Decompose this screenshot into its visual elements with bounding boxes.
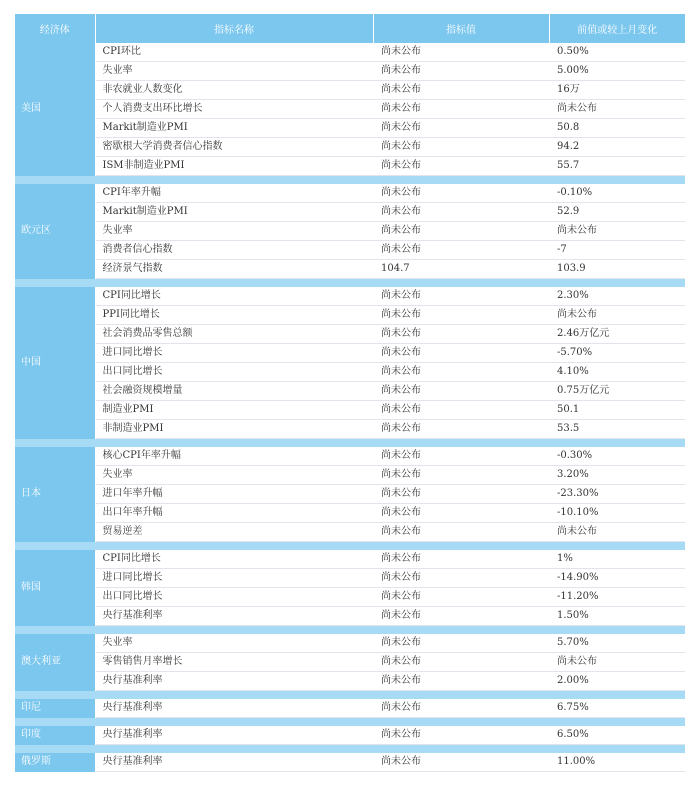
economy-cell: 澳大利亚: [15, 634, 95, 691]
table-row: [15, 138, 685, 157]
previous-change-cell: -7: [549, 241, 685, 260]
previous-change-cell: 103.9: [549, 260, 685, 279]
indicator-name-cell: 社会融资规模增量: [95, 382, 373, 401]
group-divider: [15, 542, 685, 551]
previous-change-cell: 6.75%: [549, 699, 685, 718]
header-previous-change: 前值或较上月变化: [549, 14, 685, 43]
table-row: [15, 523, 685, 542]
indicator-name-cell: 密歇根大学消费者信心指数: [95, 138, 373, 157]
economy-cell: 印度: [15, 726, 95, 745]
previous-change-cell: 2.46万亿元: [549, 325, 685, 344]
indicator-value-cell: 尚未公布: [373, 485, 549, 504]
previous-change-cell: -0.10%: [549, 184, 685, 203]
indicator-name-cell: 失业率: [95, 62, 373, 81]
table-row: [15, 287, 685, 306]
previous-change-cell: -11.20%: [549, 588, 685, 607]
group-divider: [15, 626, 685, 635]
indicator-value-cell: 尚未公布: [373, 523, 549, 542]
indicator-value-cell: 尚未公布: [373, 344, 549, 363]
previous-change-cell: -23.30%: [549, 485, 685, 504]
indicator-name-cell: 出口年率升幅: [95, 504, 373, 523]
previous-change-cell: 94.2: [549, 138, 685, 157]
table-body: [15, 43, 685, 772]
indicator-value-cell: 尚未公布: [373, 138, 549, 157]
table-row: [15, 184, 685, 203]
table-row: [15, 382, 685, 401]
indicator-value-cell: 尚未公布: [373, 203, 549, 222]
previous-change-cell: 2.30%: [549, 287, 685, 306]
previous-change-cell: 55.7: [549, 157, 685, 176]
header-economy: 经济体: [15, 14, 95, 43]
previous-change-cell: 尚未公布: [549, 222, 685, 241]
indicator-name-cell: 社会消费品零售总额: [95, 325, 373, 344]
table-row: [15, 401, 685, 420]
table-row: [15, 607, 685, 626]
indicator-value-cell: 尚未公布: [373, 43, 549, 62]
indicator-name-cell: 经济景气指数: [95, 260, 373, 279]
indicator-value-cell: 尚未公布: [373, 466, 549, 485]
group-divider-cell: [15, 279, 685, 288]
indicator-name-cell: 央行基准利率: [95, 726, 373, 745]
table-row: [15, 222, 685, 241]
table-row: [15, 241, 685, 260]
indicator-name-cell: 出口同比增长: [95, 363, 373, 382]
table-row: [15, 157, 685, 176]
previous-change-cell: 52.9: [549, 203, 685, 222]
previous-change-cell: 4.10%: [549, 363, 685, 382]
indicator-value-cell: 尚未公布: [373, 726, 549, 745]
indicator-name-cell: 央行基准利率: [95, 672, 373, 691]
group-divider: [15, 439, 685, 448]
previous-change-cell: 5.00%: [549, 62, 685, 81]
table-row: [15, 550, 685, 569]
table-row: [15, 363, 685, 382]
indicator-value-cell: 尚未公布: [373, 184, 549, 203]
previous-change-cell: 50.8: [549, 119, 685, 138]
table-row: [15, 119, 685, 138]
table-row: [15, 100, 685, 119]
indicator-name-cell: Markit制造业PMI: [95, 203, 373, 222]
indicator-value-cell: 尚未公布: [373, 81, 549, 100]
indicator-value-cell: 尚未公布: [373, 157, 549, 176]
group-divider-cell: [15, 542, 685, 551]
table-row: [15, 203, 685, 222]
previous-change-cell: 尚未公布: [549, 653, 685, 672]
header-row: [15, 14, 685, 43]
indicator-value-cell: 尚未公布: [373, 241, 549, 260]
previous-change-cell: -10.10%: [549, 504, 685, 523]
indicator-value-cell: 尚未公布: [373, 363, 549, 382]
indicator-name-cell: 个人消费支出环比增长: [95, 100, 373, 119]
economy-cell: 印尼: [15, 699, 95, 718]
indicator-name-cell: 失业率: [95, 222, 373, 241]
group-divider-cell: [15, 439, 685, 448]
previous-change-cell: -0.30%: [549, 447, 685, 466]
indicator-value-cell: 尚未公布: [373, 62, 549, 81]
group-divider-cell: [15, 745, 685, 754]
table-row: [15, 325, 685, 344]
indicator-name-cell: CPI同比增长: [95, 550, 373, 569]
previous-change-cell: 尚未公布: [549, 306, 685, 325]
indicator-value-cell: 尚未公布: [373, 447, 549, 466]
table-row: [15, 344, 685, 363]
table-row: [15, 447, 685, 466]
indicator-name-cell: 制造业PMI: [95, 401, 373, 420]
indicator-name-cell: 非农就业人数变化: [95, 81, 373, 100]
group-divider-cell: [15, 691, 685, 700]
indicator-value-cell: 尚未公布: [373, 634, 549, 653]
economy-cell: 日本: [15, 447, 95, 542]
previous-change-cell: 3.20%: [549, 466, 685, 485]
table-row: [15, 43, 685, 62]
previous-change-cell: 6.50%: [549, 726, 685, 745]
table-row: [15, 699, 685, 718]
indicator-value-cell: 尚未公布: [373, 420, 549, 439]
indicator-value-cell: 尚未公布: [373, 653, 549, 672]
previous-change-cell: 0.50%: [549, 43, 685, 62]
economy-cell: 美国: [15, 43, 95, 176]
indicator-value-cell: 104.7: [373, 260, 549, 279]
header-indicator-name: 指标名称: [95, 14, 373, 43]
indicator-name-cell: 进口年率升幅: [95, 485, 373, 504]
table-row: [15, 466, 685, 485]
indicator-name-cell: ISM非制造业PMI: [95, 157, 373, 176]
indicator-name-cell: Markit制造业PMI: [95, 119, 373, 138]
previous-change-cell: -14.90%: [549, 569, 685, 588]
indicator-value-cell: 尚未公布: [373, 569, 549, 588]
indicator-name-cell: 消费者信心指数: [95, 241, 373, 260]
table-row: [15, 753, 685, 772]
table-row: [15, 588, 685, 607]
table-row: [15, 569, 685, 588]
previous-change-cell: 53.5: [549, 420, 685, 439]
group-divider: [15, 691, 685, 700]
previous-change-cell: 0.75万亿元: [549, 382, 685, 401]
indicator-name-cell: 贸易逆差: [95, 523, 373, 542]
indicator-value-cell: 尚未公布: [373, 607, 549, 626]
table-row: [15, 81, 685, 100]
economy-cell: 俄罗斯: [15, 753, 95, 772]
indicator-value-cell: 尚未公布: [373, 672, 549, 691]
indicator-name-cell: 进口同比增长: [95, 569, 373, 588]
table-row: [15, 420, 685, 439]
indicator-name-cell: 央行基准利率: [95, 753, 373, 772]
indicator-name-cell: 出口同比增长: [95, 588, 373, 607]
indicator-value-cell: 尚未公布: [373, 588, 549, 607]
group-divider-cell: [15, 718, 685, 727]
previous-change-cell: 2.00%: [549, 672, 685, 691]
table-row: [15, 62, 685, 81]
indicator-name-cell: PPI同比增长: [95, 306, 373, 325]
previous-change-cell: 1%: [549, 550, 685, 569]
economy-cell: 欧元区: [15, 184, 95, 279]
indicator-value-cell: 尚未公布: [373, 753, 549, 772]
header-indicator-value: 指标值: [373, 14, 549, 43]
indicator-name-cell: CPI年率升幅: [95, 184, 373, 203]
previous-change-cell: 5.70%: [549, 634, 685, 653]
table-row: [15, 306, 685, 325]
indicator-value-cell: 尚未公布: [373, 401, 549, 420]
table-row: [15, 260, 685, 279]
indicator-name-cell: CPI环比: [95, 43, 373, 62]
previous-change-cell: 尚未公布: [549, 100, 685, 119]
economy-cell: 韩国: [15, 550, 95, 626]
indicator-value-cell: 尚未公布: [373, 325, 549, 344]
indicator-name-cell: 失业率: [95, 466, 373, 485]
table-row: [15, 634, 685, 653]
indicator-name-cell: 失业率: [95, 634, 373, 653]
previous-change-cell: 16万: [549, 81, 685, 100]
table-header: [15, 14, 685, 43]
indicator-name-cell: 零售销售月率增长: [95, 653, 373, 672]
previous-change-cell: 11.00%: [549, 753, 685, 772]
indicator-value-cell: 尚未公布: [373, 306, 549, 325]
group-divider: [15, 279, 685, 288]
group-divider: [15, 176, 685, 185]
indicator-value-cell: 尚未公布: [373, 550, 549, 569]
group-divider-cell: [15, 626, 685, 635]
indicator-value-cell: 尚未公布: [373, 382, 549, 401]
indicator-value-cell: 尚未公布: [373, 100, 549, 119]
previous-change-cell: -5.70%: [549, 344, 685, 363]
indicator-name-cell: 核心CPI年率升幅: [95, 447, 373, 466]
indicator-name-cell: 非制造业PMI: [95, 420, 373, 439]
indicator-table: [15, 14, 685, 772]
indicator-name-cell: 央行基准利率: [95, 607, 373, 626]
indicator-value-cell: 尚未公布: [373, 287, 549, 306]
table-row: [15, 672, 685, 691]
previous-change-cell: 尚未公布: [549, 523, 685, 542]
group-divider: [15, 745, 685, 754]
indicator-value-cell: 尚未公布: [373, 119, 549, 138]
indicator-name-cell: 进口同比增长: [95, 344, 373, 363]
group-divider: [15, 718, 685, 727]
indicator-value-cell: 尚未公布: [373, 222, 549, 241]
economy-cell: 中国: [15, 287, 95, 439]
group-divider-cell: [15, 176, 685, 185]
table-row: [15, 653, 685, 672]
indicator-name-cell: 央行基准利率: [95, 699, 373, 718]
table-row: [15, 726, 685, 745]
indicator-value-cell: 尚未公布: [373, 504, 549, 523]
previous-change-cell: 1.50%: [549, 607, 685, 626]
indicator-value-cell: 尚未公布: [373, 699, 549, 718]
table-row: [15, 504, 685, 523]
indicator-name-cell: CPI同比增长: [95, 287, 373, 306]
table-row: [15, 485, 685, 504]
previous-change-cell: 50.1: [549, 401, 685, 420]
